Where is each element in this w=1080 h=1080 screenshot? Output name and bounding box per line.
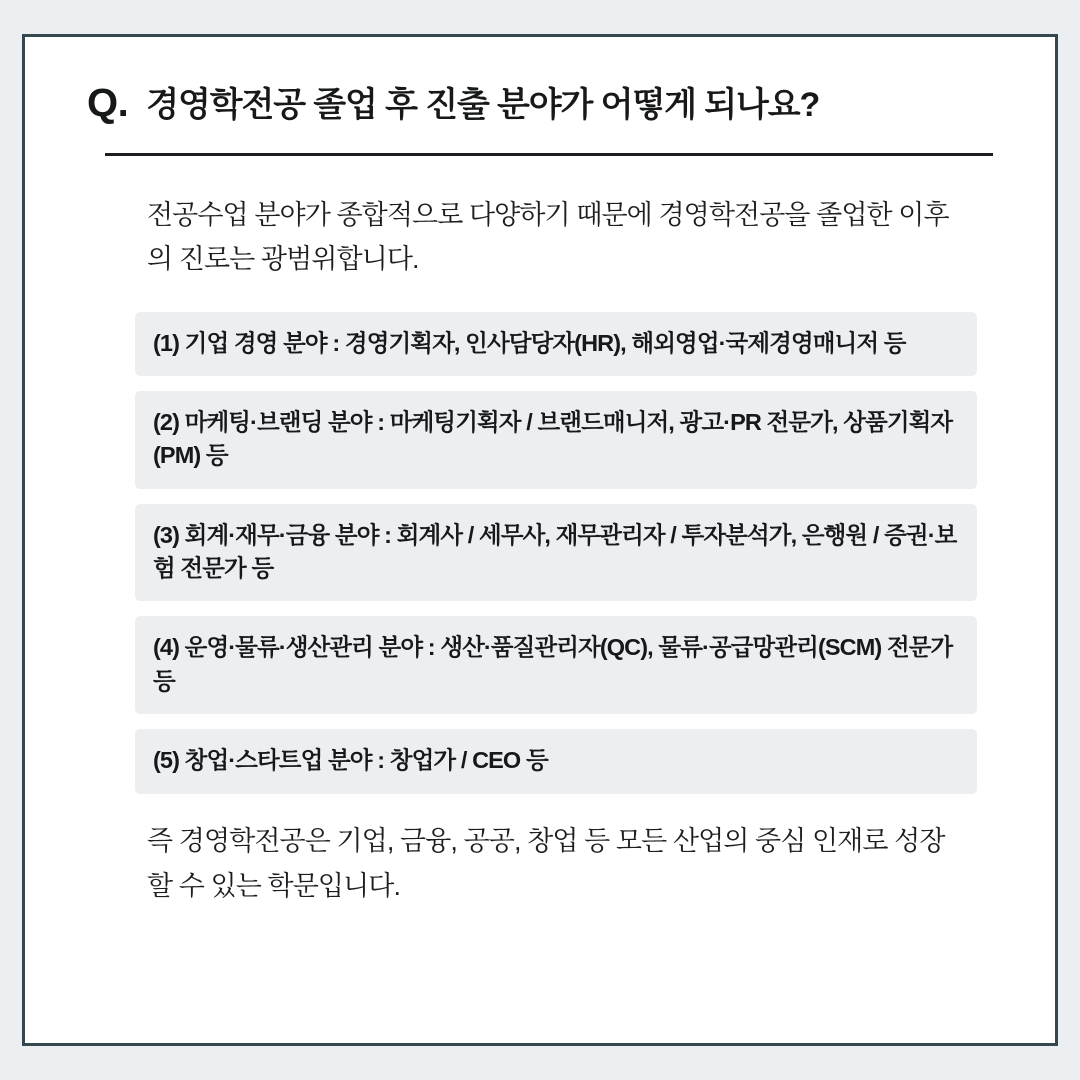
question-marker: Q. bbox=[87, 81, 129, 125]
closing-paragraph: 즉 경영학전공은 기업, 금융, 공공, 창업 등 모든 산업의 중심 인재로 성장할 수 있는 학문입니다. bbox=[147, 825, 945, 902]
career-field-list bbox=[135, 312, 977, 794]
list-item: (5) 창업·스타트업 분야 : 창업가 / CEO 등 bbox=[135, 729, 977, 793]
qa-card bbox=[22, 34, 1058, 1046]
card-content bbox=[87, 81, 1003, 910]
list-item: (1) 기업 경영 분야 : 경영기획자, 인사담당자(HR), 해외영업·국제경영매니저 등 bbox=[135, 312, 977, 376]
list-item: (2) 마케팅·브랜딩 분야 : 마케팅기획자 / 브랜드매니저, 광고·PR 전문가, 상품기획자(PM) 등 bbox=[135, 391, 977, 489]
divider bbox=[105, 153, 993, 156]
list-item: (3) 회계·재무·금융 분야 : 회계사 / 세무사, 재무관리자 / 투자분석가, 은행원 / 증권·보험 전문가 등 bbox=[135, 504, 977, 602]
page-title: 경영학전공 졸업 후 진출 분야가 어떻게 되나요? bbox=[146, 86, 820, 124]
answer-body bbox=[147, 194, 965, 910]
intro-paragraph: 전공수업 분야가 종합적으로 다양하기 때문에 경영학전공을 졸업한 이후의 진로는 광범위합니다. bbox=[147, 200, 949, 274]
list-item: (4) 운영·물류·생산관리 분야 : 생산·품질관리자(QC), 물류·공급망관리(SCM) 전문가 등 bbox=[135, 616, 977, 714]
question-row bbox=[87, 81, 1003, 127]
